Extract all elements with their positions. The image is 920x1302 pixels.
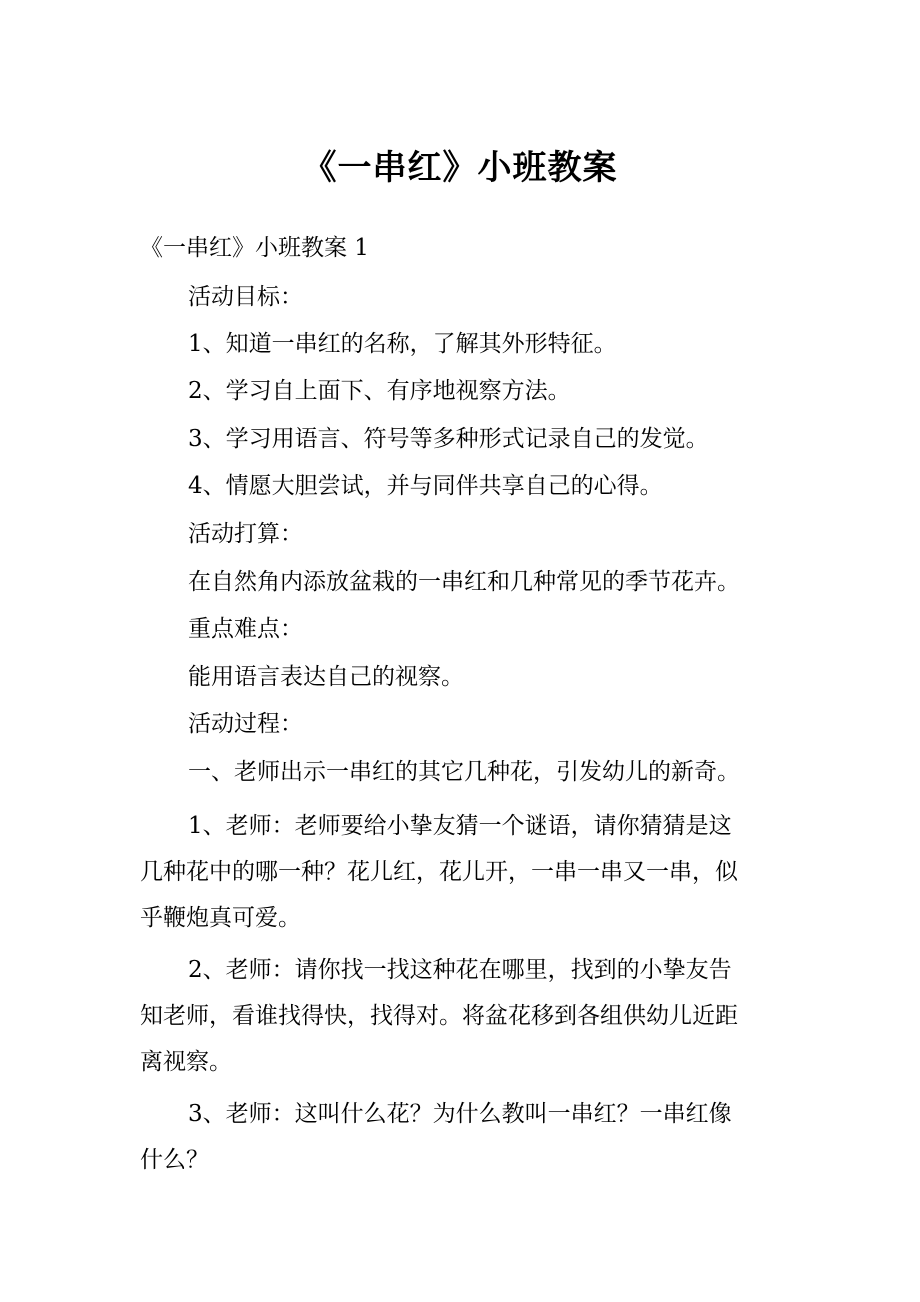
prep-text: 在自然角内添放盆栽的一串红和几种常见的季节花卉。 <box>188 569 740 595</box>
paragraph-line: 几种花中的哪一种？花儿红，花儿开，一串一串又一串，似 <box>140 859 738 885</box>
process-heading: 活动过程： <box>188 711 303 737</box>
key-heading: 重点难点： <box>188 616 303 642</box>
paragraph-line: 2、老师：请你找一找这种花在哪里，找到的小挚友告 <box>188 957 732 983</box>
goals-heading: 活动目标： <box>188 284 303 310</box>
goal-item: 4、情愿大胆尝试，并与同伴共享自己的心得。 <box>188 473 663 499</box>
goal-item: 2、学习自上面下、有序地视察方法。 <box>188 378 571 404</box>
key-text: 能用语言表达自己的视察。 <box>188 664 464 690</box>
process-step: 一、老师出示一串红的其它几种花，引发幼儿的新奇。 <box>188 759 740 785</box>
document-title: 《一串红》小班教案 <box>302 148 618 188</box>
paragraph-line: 离视察。 <box>140 1049 232 1075</box>
section-heading: 《一串红》小班教案 1 <box>140 235 369 261</box>
paragraph-line: 知老师，看谁找得快，找得对。将盆花移到各组供幼儿近距 <box>140 1003 738 1029</box>
paragraph-line: 什么？ <box>140 1147 209 1173</box>
goal-item: 1、知道一串红的名称，了解其外形特征。 <box>188 331 617 357</box>
paragraph-line: 乎鞭炮真可爱。 <box>140 905 301 931</box>
goal-item: 3、学习用语言、符号等多种形式记录自己的发觉。 <box>188 426 709 452</box>
paragraph-line: 1、老师：老师要给小挚友猜一个谜语，请你猜猜是这 <box>188 813 732 839</box>
prep-heading: 活动打算： <box>188 521 303 547</box>
paragraph-line: 3、老师：这叫什么花？为什么教叫一串红？一串红像 <box>188 1101 732 1127</box>
